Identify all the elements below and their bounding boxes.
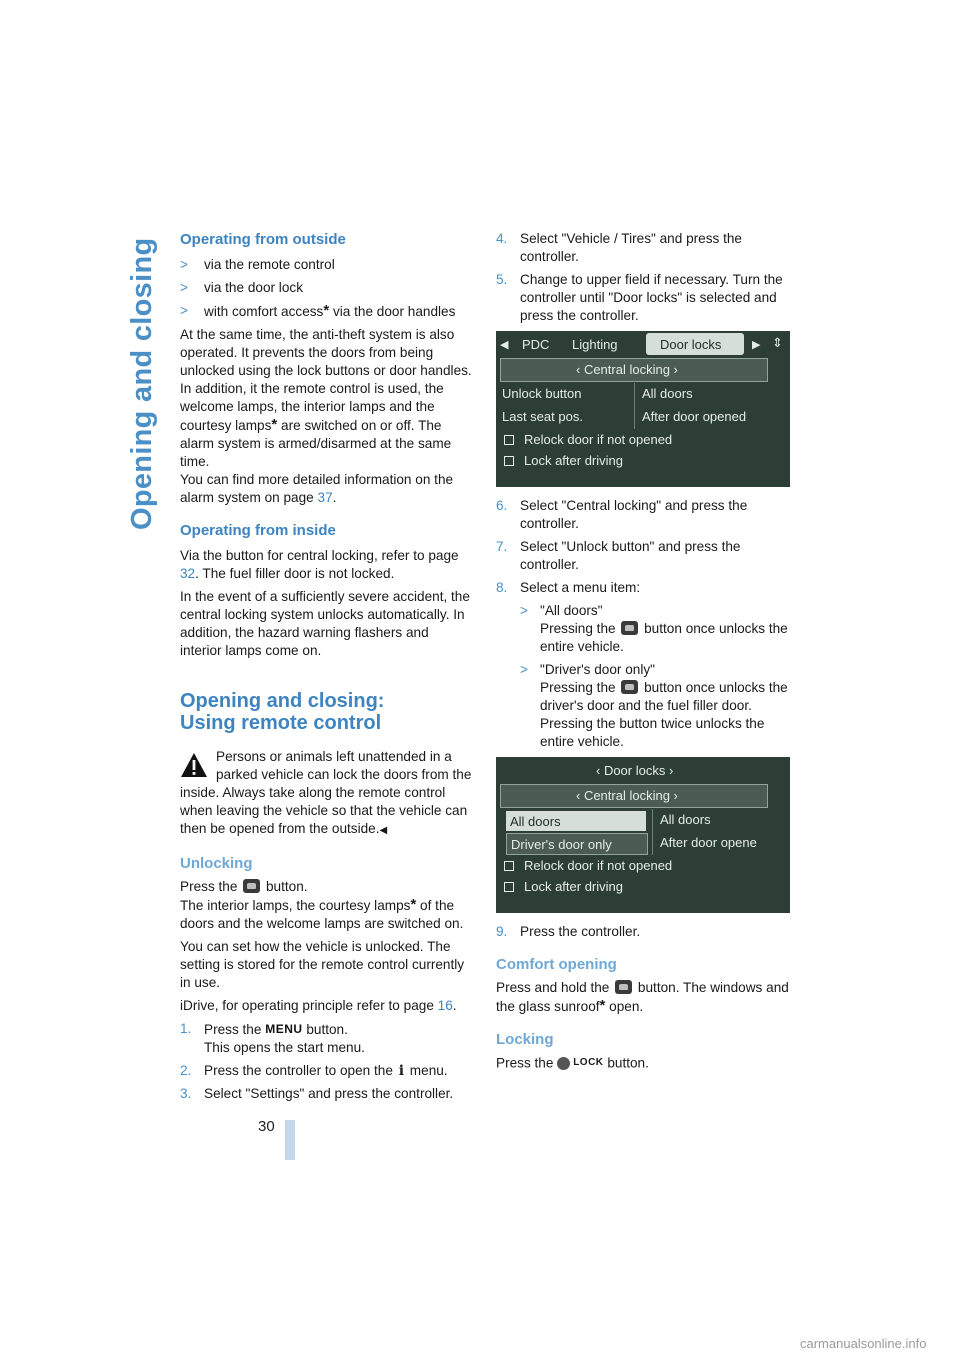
optional-equipment-star: * bbox=[410, 896, 417, 913]
step-7: 7. Select "Unlock button" and press the controller. bbox=[496, 539, 741, 572]
unlock-button-item: Unlock button bbox=[502, 386, 582, 401]
side-section-title: Opening and closing bbox=[126, 237, 158, 530]
step-3: 3. Select "Settings" and press the controller. bbox=[180, 1086, 454, 1101]
all-doors-item: All doors bbox=[642, 386, 693, 401]
right-column bbox=[496, 230, 792, 1078]
paragraph: In the event of a sufficiently severe accident, the central locking system unlocks automatically. In addition, the hazard warning flashers and interior lamps come on. bbox=[180, 589, 470, 658]
watermark: carmanualsonline.info bbox=[800, 1336, 927, 1351]
heading-locking: Locking bbox=[496, 1031, 554, 1048]
list-item: > via the door lock bbox=[180, 280, 303, 295]
paragraph: You can set how the vehicle is unlocked. The setting is stored for the remote control currently in use. bbox=[180, 939, 465, 990]
heading-operating-from-inside: Operating from inside bbox=[180, 522, 336, 539]
lock-button-icon: LOCK bbox=[557, 1054, 603, 1072]
checkbox-icon bbox=[504, 435, 514, 445]
heading-operating-from-outside: Operating from outside bbox=[180, 231, 346, 248]
heading-comfort-opening: Comfort opening bbox=[496, 956, 617, 973]
step-5: 5. Change to upper field if necessary. Turn the controller until "Door locks" is selected and press the controller. bbox=[496, 272, 783, 323]
tab-lighting: Lighting bbox=[572, 337, 618, 352]
sub-item-drivers-door-only: > "Driver's door only" Pressing the button once unlocks the driver's door and the fuel filler door. Pressing the button twice unlocks the entire vehicle. bbox=[520, 662, 788, 749]
idrive-screen-door-locks: ◀ PDC Lighting Door locks ▶ ⇕ ‹ Central locking › Unlock button Last seat pos. All doors After door opened Relock door if not opened Lock after driving bbox=[496, 331, 790, 487]
info-icon: i bbox=[398, 1063, 405, 1079]
page-link-16[interactable]: 16 bbox=[437, 998, 453, 1013]
end-marker: ◀ bbox=[379, 825, 388, 836]
checkbox-icon bbox=[504, 861, 514, 871]
step-9: 9. Press the controller. bbox=[496, 924, 641, 939]
list-item: > via the remote control bbox=[180, 257, 335, 272]
bullet-marker: > bbox=[180, 280, 188, 295]
optional-equipment-star: * bbox=[323, 302, 330, 319]
optional-equipment-star: * bbox=[599, 997, 606, 1014]
step-2: 2. Press the controller to open the i menu. bbox=[180, 1063, 448, 1079]
door-locks-header: ‹ Door locks › bbox=[596, 763, 674, 778]
page-number: 30 bbox=[258, 1118, 275, 1135]
after-door-opened-item: After door opened bbox=[642, 409, 747, 424]
all-doors-option-selected: All doors bbox=[506, 811, 646, 831]
unlock-key-icon bbox=[621, 621, 638, 635]
optional-equipment-star: * bbox=[271, 416, 278, 433]
drivers-door-only-option: Driver's door only bbox=[506, 833, 648, 855]
bullet-marker: > bbox=[180, 303, 188, 318]
unlock-key-icon bbox=[615, 980, 632, 994]
tab-door-locks-selected: Door locks bbox=[646, 333, 744, 355]
tab-pdc: PDC bbox=[522, 337, 550, 352]
step-8: 8. Select a menu item: bbox=[496, 580, 641, 595]
step-1: 1. Press the MENU button. This opens the start menu. bbox=[180, 1021, 365, 1055]
list-item: > with comfort access* via the door handles bbox=[180, 302, 456, 319]
paragraph: Press and hold the button. The windows and the glass sunroof* open. bbox=[496, 980, 789, 1014]
unlock-key-icon bbox=[621, 680, 638, 694]
sub-item-all-doors: > "All doors" Pressing the button once unlocks the entire vehicle. bbox=[520, 603, 788, 654]
unlock-key-icon bbox=[243, 879, 260, 893]
checkbox-icon bbox=[504, 456, 514, 466]
page-link-32[interactable]: 32 bbox=[180, 566, 196, 581]
warning-note: Persons or animals left unattended in a parked vehicle can lock the doors from the inside. Always take along the remote control when leaving the vehicle so that the vehicle can then be opened from the outside.◀ bbox=[180, 749, 472, 836]
lock-after-driving-item: Lock after driving bbox=[524, 453, 623, 468]
heading-unlocking: Unlocking bbox=[180, 855, 253, 872]
paragraph: Press the LOCK button. bbox=[496, 1055, 649, 1071]
menu-button-icon: MENU bbox=[265, 1022, 303, 1036]
page-link-37[interactable]: 37 bbox=[317, 490, 333, 505]
paragraph: iDrive, for operating principle refer to page 16. bbox=[180, 998, 457, 1013]
step-6: 6. Select "Central locking" and press the controller. bbox=[496, 498, 748, 531]
tab-right-arrow-icon: ▶ bbox=[752, 339, 761, 351]
bullet-marker: > bbox=[180, 257, 188, 272]
paragraph: Via the button for central locking, refer to page 32. The fuel filler door is not locked. bbox=[180, 548, 459, 581]
left-column bbox=[180, 230, 472, 1108]
warning-triangle-icon bbox=[180, 752, 208, 778]
tab-left-arrow-icon: ◀ bbox=[500, 339, 509, 351]
last-seat-pos-item: Last seat pos. bbox=[502, 409, 583, 424]
section-title: Opening and closing: Using remote control bbox=[180, 690, 385, 734]
checkbox-icon bbox=[504, 882, 514, 892]
idrive-screen-unlock-options: ‹ Door locks › ‹ Central locking › All doors Driver's door only All doors After door opene Relock door if not opened Lock after driving bbox=[496, 757, 790, 913]
page-number-bar bbox=[285, 1120, 295, 1160]
updown-arrow-icon: ⇕ bbox=[772, 335, 783, 350]
relock-door-item: Relock door if not opened bbox=[524, 432, 673, 447]
paragraph: At the same time, the anti-theft system is also operated. It prevents the doors from being unlocked using the lock buttons or door handles. In addition, it the remote control is used, the welcome lamps, the interior lamps and the courtesy lamps* are switched on or off. The alarm system is armed/disarmed at the same time. You can find more detailed information on the alarm system on page 37. bbox=[180, 327, 472, 505]
paragraph: Press the button. The interior lamps, the courtesy lamps* of the doors and the welcome lamps are switched on. bbox=[180, 879, 464, 931]
step-4: 4. Select "Vehicle / Tires" and press the controller. bbox=[496, 231, 742, 264]
